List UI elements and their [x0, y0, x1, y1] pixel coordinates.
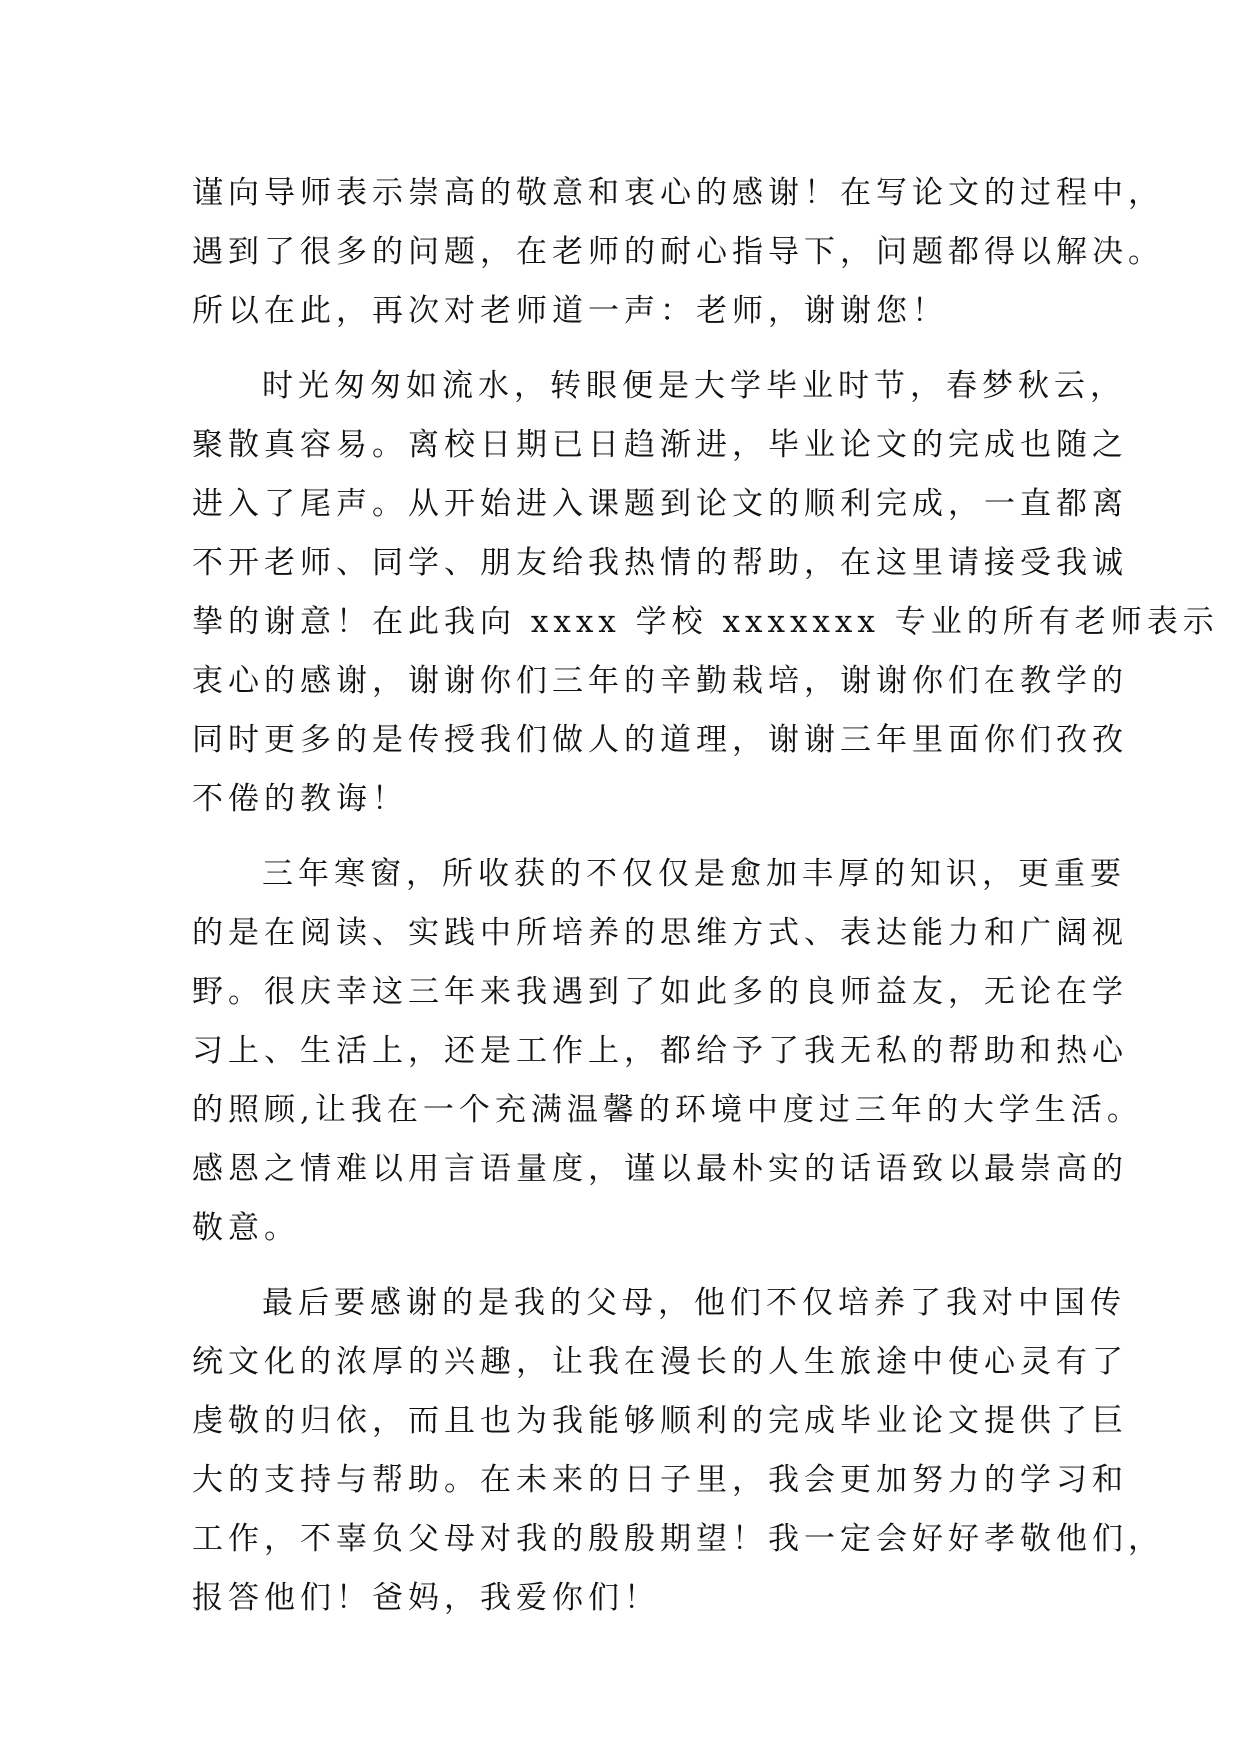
- text-line: 衷心的感谢，谢谢你们三年的辛勤栽培，谢谢你们在教学的: [192, 663, 1128, 699]
- paragraph-3: [192, 845, 1143, 1258]
- document-body: [192, 164, 1219, 1628]
- text-line: 报答他们！爸妈，我爱你们！: [192, 1580, 660, 1616]
- text-line: 同时更多的是传授我们做人的道理，谢谢三年里面你们孜孜: [192, 722, 1128, 758]
- text-line: 遇到了很多的问题，在老师的耐心指导下，问题都得以解决。: [192, 234, 1164, 270]
- text-line: 的是在阅读、实践中所培养的思维方式、表达能力和广阔视: [192, 915, 1128, 951]
- text-line: 的照顾,让我在一个充满温馨的环境中度过三年的大学生活。: [192, 1092, 1143, 1128]
- paragraph-gap: [192, 829, 1072, 845]
- text-line: 野。很庆幸这三年来我遇到了如此多的良师益友，无论在学: [192, 974, 1128, 1010]
- paragraph-gap: [192, 1258, 1072, 1274]
- text-line: 感恩之情难以用言语量度，谨以最朴实的话语致以最崇高的: [192, 1151, 1128, 1187]
- text-line: 三年寒窗，所收获的不仅仅是愈加丰厚的知识，更重要: [262, 856, 1126, 892]
- paragraph-2: [192, 357, 1219, 829]
- paragraph-1: [192, 164, 1164, 341]
- text-line: 工作，不辜负父母对我的殷殷期望！我一定会好好孝敬他们，: [192, 1521, 1164, 1557]
- paragraph-gap: [192, 341, 1072, 357]
- text-line: 不倦的教诲！: [192, 781, 408, 817]
- text-line: 习上、生活上，还是工作上，都给予了我无私的帮助和热心: [192, 1033, 1128, 1069]
- text-line: 不开老师、同学、朋友给我热情的帮助，在这里请接受我诚: [192, 545, 1128, 581]
- text-line: 统文化的浓厚的兴趣，让我在漫长的人生旅途中使心灵有了: [192, 1344, 1128, 1380]
- text-line: 敬意。: [192, 1210, 300, 1246]
- paragraph-4: [192, 1274, 1164, 1628]
- text-line: 虔敬的归依，而且也为我能够顺利的完成毕业论文提供了巨: [192, 1403, 1128, 1439]
- text-line: 所以在此，再次对老师道一声：老师，谢谢您！: [192, 293, 948, 329]
- text-line: 谨向导师表示崇高的敬意和衷心的感谢！在写论文的过程中，: [192, 175, 1164, 211]
- text-line: 最后要感谢的是我的父母，他们不仅培养了我对中国传: [262, 1285, 1126, 1321]
- text-line: 挚的谢意！在此我向 xxxx 学校 xxxxxxx 专业的所有老师表示: [192, 604, 1219, 640]
- text-line: 进入了尾声。从开始进入课题到论文的顺利完成，一直都离: [192, 486, 1128, 522]
- text-line: 聚散真容易。离校日期已日趋渐进，毕业论文的完成也随之: [192, 427, 1128, 463]
- text-line: 大的支持与帮助。在未来的日子里，我会更加努力的学习和: [192, 1462, 1128, 1498]
- text-line: 时光匆匆如流水，转眼便是大学毕业时节，春梦秋云，: [262, 368, 1126, 404]
